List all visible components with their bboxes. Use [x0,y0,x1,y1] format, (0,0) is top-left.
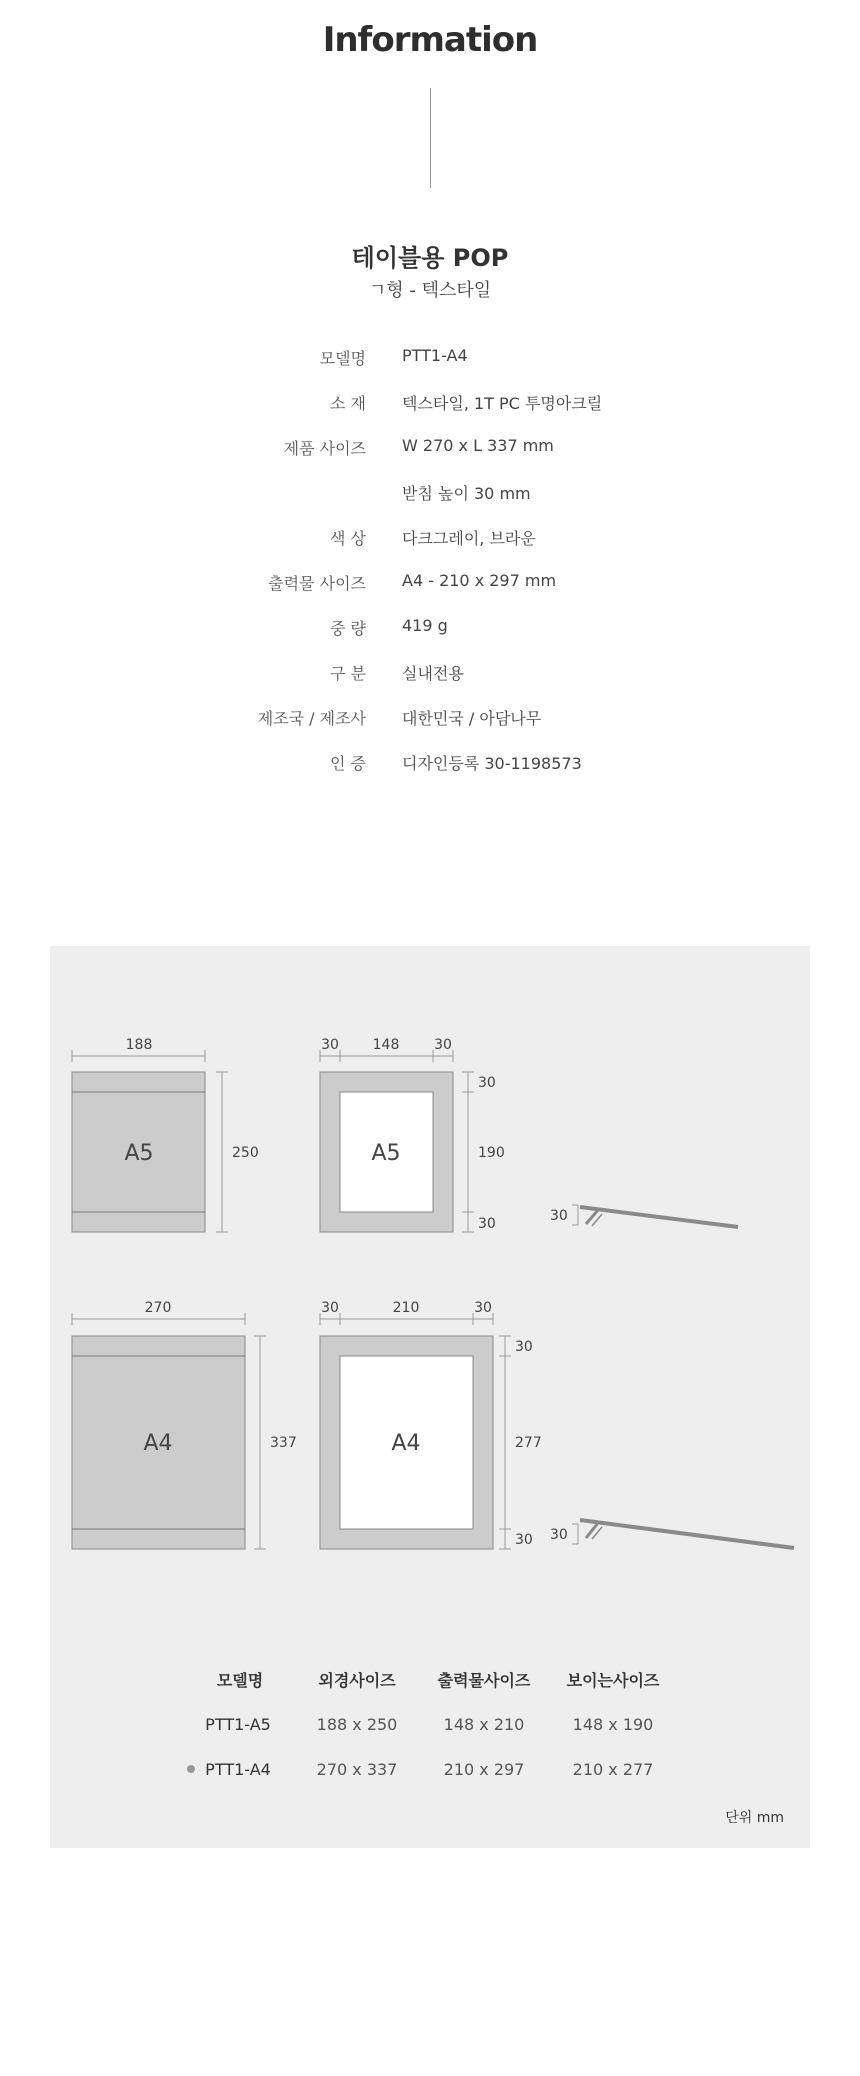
spec-value: W 270 x L 337 mm [402,436,554,455]
product-name: 테이블용 POP [351,244,509,272]
spec-label: 색 상 [330,529,366,548]
unit-label: 단위 mm [725,1810,784,1826]
spec-label: 모델명 [319,349,366,368]
a4-frame-bottom: 30 [515,1532,533,1548]
table-row-print: 210 x 297 [443,1760,525,1779]
table-header-model: 모델명 [216,1671,264,1690]
spec-label: 구 분 [330,664,366,683]
table-row-visible: 210 x 277 [572,1760,654,1779]
spec-row-color [0,526,860,571]
a4-frame-inner: 277 [515,1435,542,1451]
table-row-model: PTT1-A5 [205,1715,271,1734]
spec-table [0,346,860,796]
spec-row-stand-height [0,481,860,526]
table-row-outer: 270 x 337 [316,1760,398,1779]
spec-value: PTT1-A4 [402,346,468,365]
table-row-model: PTT1-A4 [205,1760,271,1779]
a5-frame-label: A5 [371,1141,401,1166]
table-row-visible: 148 x 190 [572,1715,654,1734]
a4-side-profile [580,1520,794,1548]
page-title: Information [322,20,538,60]
current-model-dot [187,1765,195,1773]
table-header-visible: 보이는사이즈 [566,1671,660,1690]
spec-row-size [0,436,860,481]
spec-row-certification [0,751,860,796]
a4-front-label: A4 [143,1431,173,1456]
a4-side-height: 30 [550,1527,568,1543]
spec-label: 출력물 사이즈 [268,574,366,593]
spec-label: 중 량 [330,619,366,638]
product-subtitle: ㄱ형 - 텍스타일 [368,280,492,301]
a5-side-profile [580,1207,738,1227]
table-header-print: 출력물사이즈 [437,1671,531,1690]
spec-value: 텍스타일, 1T PC 투명아크릴 [402,394,603,413]
spec-value: 받침 높이 30 mm [402,484,531,503]
spec-value: 디자인등록 30-1198573 [402,754,582,773]
spec-row-weight [0,616,860,661]
a4-frame-top: 30 [515,1339,533,1355]
spec-value: 대한민국 / 아담나무 [402,709,542,728]
a5-side-height: 30 [550,1208,568,1224]
a4-front-width: 270 [144,1300,172,1316]
spec-value: A4 - 210 x 297 mm [402,571,557,590]
spec-row-print-size [0,571,860,616]
spec-label: 인 증 [330,754,366,773]
spec-row-origin [0,706,860,751]
a5-front-width: 188 [125,1037,153,1053]
a5-frame-right: 30 [434,1037,452,1053]
spec-value: 다크그레이, 브라운 [402,529,536,548]
a5-front-label: A5 [124,1141,154,1166]
spec-value: 실내전용 [402,664,464,683]
title-divider [430,88,431,188]
size-table [187,1671,784,1826]
a4-frame-label: A4 [391,1431,421,1456]
spec-row-usage [0,661,860,706]
a5-front-height: 250 [232,1145,259,1161]
dimension-diagram [50,946,810,1848]
a4-frame-right: 30 [474,1300,492,1316]
a5-frame-mid: 148 [372,1037,400,1053]
a4-front-height: 337 [270,1435,297,1451]
spec-row-material [0,391,860,436]
a4-frame-left: 30 [321,1300,339,1316]
spec-label: 제품 사이즈 [283,439,366,458]
table-row-print: 148 x 210 [443,1715,525,1734]
spec-label: 소 재 [330,394,366,413]
a4-frame-mid: 210 [392,1300,420,1316]
dimension-drawing [50,946,810,1848]
table-header-outer: 외경사이즈 [318,1671,396,1690]
spec-label: 제조국 / 제조사 [257,709,366,728]
a5-frame-left: 30 [321,1037,339,1053]
a5-frame-bottom: 30 [478,1216,496,1232]
table-row-outer: 188 x 250 [316,1715,398,1734]
spec-row-model [0,346,860,391]
a5-frame-inner: 190 [478,1145,505,1161]
a5-frame-top: 30 [478,1075,496,1091]
spec-value: 419 g [402,616,448,635]
